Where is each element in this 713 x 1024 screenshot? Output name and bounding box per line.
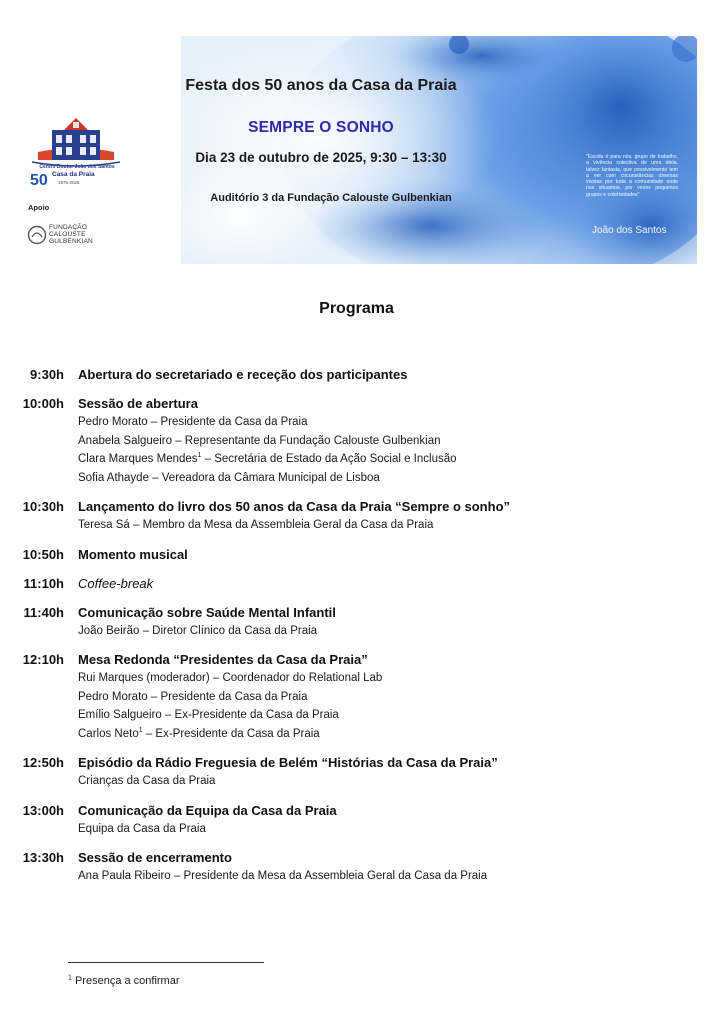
speaker-line	[78, 432, 457, 451]
speaker-role: – Secretária de Estado da Ação Social e Inclusão	[201, 453, 457, 465]
entry-title: Abertura do secretariado e receção dos participantes	[78, 367, 408, 382]
speaker-role: – Ex-Presidente da Casa da Praia	[142, 727, 320, 740]
speaker-role: – Coordenador do Relational Lab	[209, 672, 383, 684]
speaker-line	[78, 516, 510, 535]
logo-subtitle: Casa da Praia	[52, 171, 95, 178]
gulbenkian-name: FUNDAÇÃO CALOUSTE GULBENKIAN	[49, 224, 93, 245]
entry-body	[78, 395, 457, 487]
speaker-role: – Presidente da Casa da Praia	[147, 690, 308, 703]
speaker-line	[78, 820, 337, 839]
entry-time: 11:10h	[23, 575, 64, 591]
speaker-line	[78, 706, 382, 725]
schedule-entry	[0, 849, 713, 886]
entry-body	[78, 651, 382, 743]
event-subtitle: SEMPRE O SONHO	[248, 119, 394, 136]
speaker-role: – Ex-Presidente da Casa da Praia	[161, 709, 339, 721]
schedule-entry	[0, 575, 713, 593]
entry-title: Sessão de abertura	[78, 396, 198, 411]
entry-time: 10:50h	[22, 546, 64, 562]
entry-title: Episódio da Rádio Freguesia de Belém “Histórias da Casa da Praia”	[78, 755, 498, 770]
entry-title: Lançamento do livro dos 50 anos da Casa da Praia “Sempre o sonho”	[78, 499, 511, 514]
speaker-role: – Diretor Clínico da Casa da Praia	[139, 624, 318, 637]
speaker-line	[78, 669, 382, 688]
speaker-line	[78, 688, 382, 707]
speaker-name: Pedro Morato	[78, 690, 148, 703]
schedule-entry	[0, 395, 713, 487]
footnote-marker: 1	[138, 726, 143, 734]
speaker-name: Clara Marques Mendes	[78, 453, 198, 465]
logo-years: 1975-2025	[58, 180, 80, 185]
entry-time: 11:40h	[23, 604, 64, 620]
entry-title: Sessão de encerramento	[78, 850, 232, 865]
entry-title: Comunicação da Equipa da Casa da Praia	[78, 802, 337, 818]
entry-title: Mesa Redonda “Presidentes da Casa da Praia”	[78, 652, 368, 667]
speaker-line	[78, 867, 487, 886]
entry-body	[78, 802, 337, 839]
entry-title: Coffee-break	[78, 575, 154, 591]
entry-body	[78, 498, 510, 535]
speaker-name: João Beirão	[78, 624, 140, 637]
footnote-marker: 1	[197, 452, 202, 460]
event-venue: Auditório 3 da Fundação Calouste Gulbenkian	[210, 192, 452, 204]
schedule-entry	[0, 754, 713, 791]
speaker-name: Equipa da Casa da Praia	[78, 822, 206, 835]
event-title: Festa dos 50 anos da Casa da Praia	[185, 77, 457, 94]
speaker-name: Rui Marques (moderador)	[78, 672, 210, 684]
speaker-line	[78, 469, 457, 488]
speaker-name: Anabela Salgueiro	[78, 434, 172, 447]
speaker-role: – Presidente da Mesa da Assembleia Geral da Casa da Praia	[170, 870, 488, 882]
speaker-name: Crianças da Casa da Praia	[78, 775, 216, 787]
entry-time: 13:30h	[22, 850, 64, 865]
program-heading: Programa	[319, 300, 394, 317]
schedule-entry	[0, 802, 713, 839]
speaker-name: Sofia Athayde	[78, 471, 149, 484]
entry-title: Comunicação sobre Saúde Mental Infantil	[78, 604, 336, 620]
entry-body	[78, 604, 336, 641]
logo-anniversary: 50	[30, 172, 48, 189]
speaker-name: Teresa Sá	[78, 519, 130, 531]
speaker-role: – Presidente da Casa da Praia	[147, 416, 308, 428]
entry-time: 10:30h	[22, 499, 64, 514]
entry-body	[78, 575, 153, 593]
entry-title: Momento musical	[78, 546, 188, 562]
schedule-entry	[0, 604, 713, 641]
speaker-role: – Representante da Fundação Calouste Gulbenkian	[172, 434, 441, 447]
logo-name: Centro Doutor João dos Santos	[39, 164, 115, 170]
speaker-line	[78, 450, 457, 469]
speaker-role: – Membro da Mesa da Assembleia Geral da Casa da Praia	[129, 519, 434, 531]
event-banner	[181, 36, 697, 264]
speaker-line	[78, 725, 382, 744]
banner-quote: "Escola é para nós, grupo de trabalho, a vivência colectiva de uma ideia, talvez fantasia, que possivelmente tem a ver com circunstâncias diversas vividas por toda a comunidade onde nos situamos, por vezes pequenos grupos e coletividades"	[586, 154, 678, 198]
schedule-entry	[0, 366, 713, 384]
event-date: Dia 23 de outubro de 2025, 9:30 – 13:30	[195, 150, 447, 165]
footnote: $^1$ Presença a confirmar	[68, 974, 180, 987]
entry-body	[78, 366, 407, 384]
entry-body	[78, 754, 498, 791]
entry-time: 9:30h	[30, 367, 64, 382]
speaker-name: Pedro Morato	[78, 416, 148, 428]
entry-body	[78, 849, 487, 886]
entry-time: 12:50h	[22, 755, 64, 770]
gulbenkian-logo-icon	[27, 225, 47, 245]
schedule-entry	[0, 546, 713, 564]
entry-time: 10:00h	[22, 396, 64, 411]
schedule-entry	[0, 651, 713, 743]
speaker-name: Carlos Neto	[78, 727, 139, 740]
entry-time: 12:10h	[22, 652, 64, 667]
support-label: Apoio	[28, 203, 50, 212]
footnote-divider	[68, 962, 264, 963]
entry-body	[78, 546, 188, 564]
entry-time: 13:00h	[22, 802, 64, 818]
speaker-line	[78, 622, 336, 641]
speaker-role: – Vereadora da Câmara Municipal de Lisboa	[148, 471, 380, 484]
speaker-line	[78, 413, 457, 432]
schedule-list	[0, 366, 713, 897]
speaker-line	[78, 772, 498, 791]
quote-author: João dos Santos	[592, 225, 667, 236]
speaker-name: Emílio Salgueiro	[78, 709, 162, 721]
speaker-name: Ana Paula Ribeiro	[78, 870, 171, 882]
schedule-entry	[0, 498, 713, 535]
